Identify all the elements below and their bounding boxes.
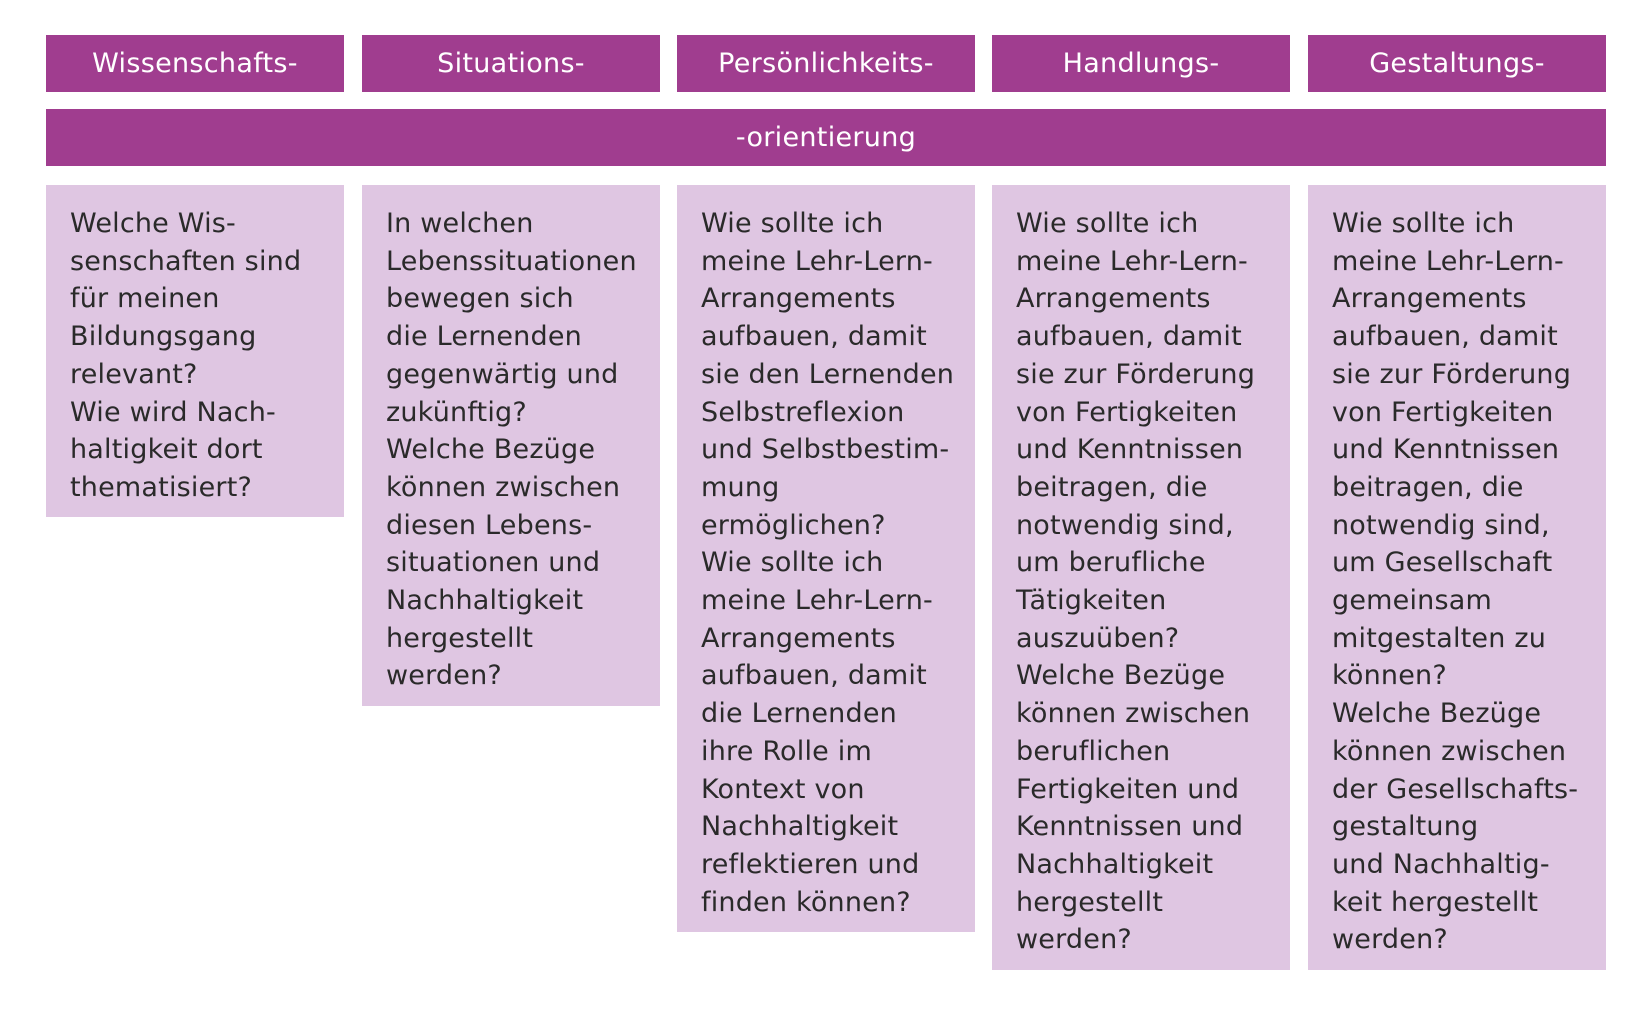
header-gestaltungs: Gestaltungs- <box>1308 35 1606 92</box>
card-situationsorientierung: In welchen Lebenssituationen bewegen sich die Lernenden gegenwärtig und zukünftig? Welche Bezüge können zwischen diesen Lebens- situationen und Nachhaltigkeit hergestellt werden? <box>362 185 660 706</box>
card-gestaltungsorientierung: Wie sollte ich meine Lehr-Lern- Arrangements aufbauen, damit sie zur Förderung von Fertigkeiten und Kenntnissen beitragen, die notwendig sind, um Gesellschaft gemeinsam mitgestalten zu können? Welche Bezüge können zwischen der Gesellschafts- gestaltung und Nachhaltig- keit hergestellt werden? <box>1308 185 1606 970</box>
orientierung-band: -orientierung <box>46 109 1606 166</box>
header-wissenschafts: Wissenschafts- <box>46 35 344 92</box>
header-persoenlichkeits: Persönlichkeits- <box>677 35 975 92</box>
card-handlungsorientierung: Wie sollte ich meine Lehr-Lern- Arrangements aufbauen, damit sie zur Förderung von Fertigkeiten und Kenntnissen beitragen, die notwendig sind, um berufliche Tätigkeiten auszuüben? Welche Bezüge können zwischen beruflichen Fertigkeiten und Kenntnissen und Nachhaltigkeit hergestellt werden? <box>992 185 1290 970</box>
header-situations: Situations- <box>362 35 660 92</box>
header-handlungs: Handlungs- <box>992 35 1290 92</box>
card-persoenlichkeitsorientierung: Wie sollte ich meine Lehr-Lern- Arrangements aufbauen, damit sie den Lernenden Selbstreflexion und Selbstbestim- mung ermöglichen? Wie sollte ich meine Lehr-Lern- Arrangements aufbauen, damit die Lernenden ihre Rolle im Kontext von Nachhaltigkeit reflektieren und finden können? <box>677 185 975 932</box>
card-wissenschaftsorientierung: Welche Wis- senschaften sind für meinen Bildungsgang relevant? Wie wird Nach- haltigkeit dort thematisiert? <box>46 185 344 517</box>
